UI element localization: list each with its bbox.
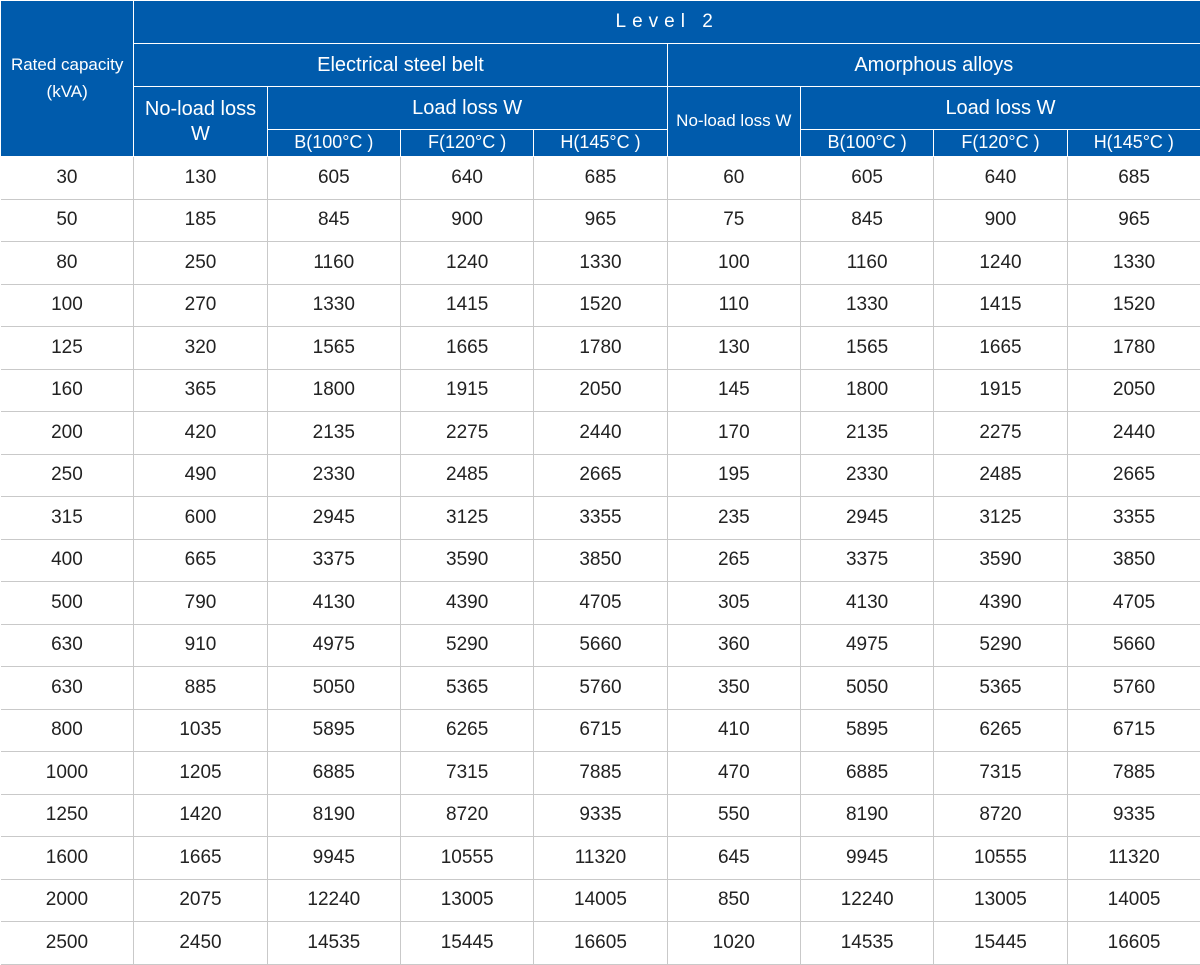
load-loss-b-steel-cell: 12240 xyxy=(267,879,400,922)
load-loss-b-amorphous-cell: 5050 xyxy=(800,667,933,710)
load-loss-h-steel-cell: 2050 xyxy=(534,369,667,412)
load-loss-h-steel-cell: 1520 xyxy=(534,284,667,327)
rated-capacity-cell: 1250 xyxy=(1,794,134,837)
load-loss-h-amorphous-cell: 965 xyxy=(1067,199,1200,242)
no-load-loss-amorphous-cell: 60 xyxy=(667,157,800,200)
no-load-loss-amorphous-cell: 130 xyxy=(667,327,800,370)
load-loss-f-amorphous-cell: 6265 xyxy=(934,709,1067,752)
no-load-loss-amorphous-cell: 850 xyxy=(667,879,800,922)
load-loss-b-amorphous-cell: 4975 xyxy=(800,624,933,667)
load-loss-h-amorphous-cell: 1780 xyxy=(1067,327,1200,370)
table-row xyxy=(1,454,1200,497)
no-load-loss-steel-cell: 790 xyxy=(134,582,267,625)
load-loss-f-steel-cell: 3125 xyxy=(400,497,533,540)
load-loss-h-amorphous-cell: 16605 xyxy=(1067,922,1200,965)
no-load-loss-steel-cell: 1665 xyxy=(134,837,267,880)
rated-capacity-cell: 250 xyxy=(1,454,134,497)
load-loss-f-steel-cell: 10555 xyxy=(400,837,533,880)
rated-capacity-cell: 30 xyxy=(1,157,134,200)
load-loss-h-steel-cell: 685 xyxy=(534,157,667,200)
load-loss-f-steel-cell: 5365 xyxy=(400,667,533,710)
no-load-loss-amorphous-cell: 360 xyxy=(667,624,800,667)
no-load-loss-amorphous-cell: 145 xyxy=(667,369,800,412)
no-load-loss-steel-cell: 2075 xyxy=(134,879,267,922)
load-loss-h-steel-cell: 11320 xyxy=(534,837,667,880)
load-loss-f-amorphous-cell: 1915 xyxy=(934,369,1067,412)
rated-capacity-cell: 800 xyxy=(1,709,134,752)
load-loss-h-steel-cell: 9335 xyxy=(534,794,667,837)
table-row xyxy=(1,539,1200,582)
header-amorphous: Amorphous alloys xyxy=(667,44,1200,87)
no-load-loss-steel-cell: 490 xyxy=(134,454,267,497)
load-loss-h-steel-cell: 5760 xyxy=(534,667,667,710)
load-loss-h-steel-cell: 7885 xyxy=(534,752,667,795)
load-loss-f-steel-cell: 1665 xyxy=(400,327,533,370)
rated-capacity-cell: 1600 xyxy=(1,837,134,880)
table-body xyxy=(1,157,1200,965)
load-loss-b-steel-cell: 1565 xyxy=(267,327,400,370)
no-load-loss-steel-cell: 910 xyxy=(134,624,267,667)
no-load-loss-amorphous-cell: 305 xyxy=(667,582,800,625)
no-load-loss-steel-cell: 270 xyxy=(134,284,267,327)
load-loss-b-amorphous-cell: 605 xyxy=(800,157,933,200)
load-loss-b-steel-cell: 9945 xyxy=(267,837,400,880)
load-loss-h-steel-cell: 1330 xyxy=(534,242,667,285)
header-temp-h-steel: H(145°C ) xyxy=(534,130,667,157)
load-loss-h-amorphous-cell: 4705 xyxy=(1067,582,1200,625)
header-temp-h-amorphous: H(145°C ) xyxy=(1067,130,1200,157)
table-row xyxy=(1,242,1200,285)
load-loss-b-amorphous-cell: 5895 xyxy=(800,709,933,752)
load-loss-h-amorphous-cell: 1520 xyxy=(1067,284,1200,327)
rated-capacity-cell: 315 xyxy=(1,497,134,540)
load-loss-h-amorphous-cell: 685 xyxy=(1067,157,1200,200)
load-loss-b-amorphous-cell: 9945 xyxy=(800,837,933,880)
load-loss-f-steel-cell: 5290 xyxy=(400,624,533,667)
header-temp-f-steel: F(120°C ) xyxy=(400,130,533,157)
load-loss-h-steel-cell: 5660 xyxy=(534,624,667,667)
load-loss-f-amorphous-cell: 13005 xyxy=(934,879,1067,922)
load-loss-b-steel-cell: 1330 xyxy=(267,284,400,327)
load-loss-f-steel-cell: 13005 xyxy=(400,879,533,922)
header-load-loss-amorphous: Load loss W xyxy=(800,87,1200,130)
table-row xyxy=(1,497,1200,540)
load-loss-f-amorphous-cell: 10555 xyxy=(934,837,1067,880)
load-loss-f-amorphous-cell: 5365 xyxy=(934,667,1067,710)
load-loss-f-amorphous-cell: 1240 xyxy=(934,242,1067,285)
load-loss-b-amorphous-cell: 1800 xyxy=(800,369,933,412)
header-temp-b-amorphous: B(100°C ) xyxy=(800,130,933,157)
load-loss-f-steel-cell: 2275 xyxy=(400,412,533,455)
no-load-loss-steel-cell: 365 xyxy=(134,369,267,412)
table-row xyxy=(1,794,1200,837)
table-row xyxy=(1,667,1200,710)
load-loss-b-steel-cell: 1800 xyxy=(267,369,400,412)
rated-capacity-cell: 125 xyxy=(1,327,134,370)
load-loss-h-amorphous-cell: 3850 xyxy=(1067,539,1200,582)
no-load-loss-steel-cell: 1035 xyxy=(134,709,267,752)
load-loss-b-steel-cell: 4975 xyxy=(267,624,400,667)
header-level: Level 2 xyxy=(134,1,1200,44)
load-loss-f-steel-cell: 6265 xyxy=(400,709,533,752)
table-row xyxy=(1,752,1200,795)
load-loss-f-amorphous-cell: 1415 xyxy=(934,284,1067,327)
no-load-loss-steel-cell: 130 xyxy=(134,157,267,200)
load-loss-b-steel-cell: 14535 xyxy=(267,922,400,965)
load-loss-b-amorphous-cell: 12240 xyxy=(800,879,933,922)
load-loss-h-amorphous-cell: 1330 xyxy=(1067,242,1200,285)
no-load-loss-amorphous-cell: 470 xyxy=(667,752,800,795)
header-temp-f-amorphous: F(120°C ) xyxy=(934,130,1067,157)
rated-capacity-cell: 100 xyxy=(1,284,134,327)
load-loss-f-amorphous-cell: 2485 xyxy=(934,454,1067,497)
load-loss-b-steel-cell: 605 xyxy=(267,157,400,200)
rated-capacity-cell: 160 xyxy=(1,369,134,412)
load-loss-b-steel-cell: 4130 xyxy=(267,582,400,625)
no-load-loss-amorphous-cell: 170 xyxy=(667,412,800,455)
rated-capacity-cell: 400 xyxy=(1,539,134,582)
rated-capacity-cell: 500 xyxy=(1,582,134,625)
load-loss-b-steel-cell: 2135 xyxy=(267,412,400,455)
no-load-loss-amorphous-cell: 110 xyxy=(667,284,800,327)
table-row xyxy=(1,837,1200,880)
load-loss-b-steel-cell: 5895 xyxy=(267,709,400,752)
load-loss-f-steel-cell: 8720 xyxy=(400,794,533,837)
no-load-loss-amorphous-cell: 100 xyxy=(667,242,800,285)
load-loss-b-amorphous-cell: 845 xyxy=(800,199,933,242)
table-row xyxy=(1,582,1200,625)
table-row xyxy=(1,369,1200,412)
no-load-loss-steel-cell: 2450 xyxy=(134,922,267,965)
load-loss-h-amorphous-cell: 6715 xyxy=(1067,709,1200,752)
header-rated-capacity: Rated capacity (kVA) xyxy=(1,1,134,157)
load-loss-b-amorphous-cell: 2945 xyxy=(800,497,933,540)
load-loss-f-amorphous-cell: 8720 xyxy=(934,794,1067,837)
load-loss-b-amorphous-cell: 8190 xyxy=(800,794,933,837)
rated-capacity-cell: 630 xyxy=(1,624,134,667)
no-load-loss-steel-cell: 1205 xyxy=(134,752,267,795)
no-load-loss-amorphous-cell: 1020 xyxy=(667,922,800,965)
rated-capacity-cell: 2000 xyxy=(1,879,134,922)
rated-capacity-cell: 50 xyxy=(1,199,134,242)
rated-capacity-cell: 2500 xyxy=(1,922,134,965)
load-loss-b-steel-cell: 3375 xyxy=(267,539,400,582)
load-loss-b-steel-cell: 845 xyxy=(267,199,400,242)
no-load-loss-steel-cell: 665 xyxy=(134,539,267,582)
load-loss-f-steel-cell: 900 xyxy=(400,199,533,242)
table-row xyxy=(1,199,1200,242)
table-header xyxy=(1,1,1200,157)
load-loss-h-steel-cell: 3850 xyxy=(534,539,667,582)
header-electrical-steel: Electrical steel belt xyxy=(134,44,667,87)
load-loss-b-steel-cell: 5050 xyxy=(267,667,400,710)
table-row xyxy=(1,327,1200,370)
load-loss-h-amorphous-cell: 5760 xyxy=(1067,667,1200,710)
load-loss-h-amorphous-cell: 2440 xyxy=(1067,412,1200,455)
table-row xyxy=(1,284,1200,327)
header-no-load-loss-steel: No-load loss W xyxy=(134,87,267,157)
load-loss-f-amorphous-cell: 640 xyxy=(934,157,1067,200)
no-load-loss-amorphous-cell: 550 xyxy=(667,794,800,837)
load-loss-f-steel-cell: 640 xyxy=(400,157,533,200)
no-load-loss-steel-cell: 1420 xyxy=(134,794,267,837)
load-loss-b-steel-cell: 1160 xyxy=(267,242,400,285)
load-loss-f-amorphous-cell: 15445 xyxy=(934,922,1067,965)
load-loss-f-amorphous-cell: 2275 xyxy=(934,412,1067,455)
load-loss-h-steel-cell: 2440 xyxy=(534,412,667,455)
load-loss-h-amorphous-cell: 7885 xyxy=(1067,752,1200,795)
load-loss-b-steel-cell: 2945 xyxy=(267,497,400,540)
load-loss-f-steel-cell: 3590 xyxy=(400,539,533,582)
no-load-loss-amorphous-cell: 195 xyxy=(667,454,800,497)
table-row xyxy=(1,709,1200,752)
table-row xyxy=(1,157,1200,200)
load-loss-b-amorphous-cell: 4130 xyxy=(800,582,933,625)
load-loss-h-steel-cell: 3355 xyxy=(534,497,667,540)
no-load-loss-amorphous-cell: 265 xyxy=(667,539,800,582)
no-load-loss-steel-cell: 250 xyxy=(134,242,267,285)
load-loss-h-amorphous-cell: 2050 xyxy=(1067,369,1200,412)
table-row xyxy=(1,412,1200,455)
load-loss-b-steel-cell: 6885 xyxy=(267,752,400,795)
load-loss-h-steel-cell: 4705 xyxy=(534,582,667,625)
no-load-loss-steel-cell: 600 xyxy=(134,497,267,540)
load-loss-f-steel-cell: 7315 xyxy=(400,752,533,795)
table-row xyxy=(1,879,1200,922)
load-loss-h-steel-cell: 965 xyxy=(534,199,667,242)
load-loss-f-steel-cell: 1915 xyxy=(400,369,533,412)
load-loss-f-amorphous-cell: 5290 xyxy=(934,624,1067,667)
load-loss-h-steel-cell: 6715 xyxy=(534,709,667,752)
load-loss-b-amorphous-cell: 6885 xyxy=(800,752,933,795)
load-loss-f-steel-cell: 4390 xyxy=(400,582,533,625)
load-loss-h-amorphous-cell: 5660 xyxy=(1067,624,1200,667)
load-loss-h-amorphous-cell: 3355 xyxy=(1067,497,1200,540)
load-loss-h-amorphous-cell: 9335 xyxy=(1067,794,1200,837)
no-load-loss-amorphous-cell: 410 xyxy=(667,709,800,752)
table-row xyxy=(1,922,1200,965)
load-loss-f-amorphous-cell: 7315 xyxy=(934,752,1067,795)
no-load-loss-amorphous-cell: 75 xyxy=(667,199,800,242)
load-loss-h-steel-cell: 2665 xyxy=(534,454,667,497)
load-loss-b-amorphous-cell: 1565 xyxy=(800,327,933,370)
load-loss-f-steel-cell: 1415 xyxy=(400,284,533,327)
header-load-loss-steel: Load loss W xyxy=(267,87,667,130)
no-load-loss-amorphous-cell: 235 xyxy=(667,497,800,540)
load-loss-f-steel-cell: 2485 xyxy=(400,454,533,497)
load-loss-b-amorphous-cell: 2330 xyxy=(800,454,933,497)
header-temp-b-steel: B(100°C ) xyxy=(267,130,400,157)
load-loss-h-steel-cell: 16605 xyxy=(534,922,667,965)
load-loss-b-amorphous-cell: 2135 xyxy=(800,412,933,455)
load-loss-b-steel-cell: 2330 xyxy=(267,454,400,497)
load-loss-b-amorphous-cell: 3375 xyxy=(800,539,933,582)
load-loss-b-amorphous-cell: 1160 xyxy=(800,242,933,285)
load-loss-b-amorphous-cell: 1330 xyxy=(800,284,933,327)
no-load-loss-steel-cell: 320 xyxy=(134,327,267,370)
header-no-load-loss-amorphous: No-load loss W xyxy=(667,87,800,157)
load-loss-f-steel-cell: 15445 xyxy=(400,922,533,965)
load-loss-h-steel-cell: 1780 xyxy=(534,327,667,370)
no-load-loss-steel-cell: 185 xyxy=(134,199,267,242)
load-loss-h-steel-cell: 14005 xyxy=(534,879,667,922)
no-load-loss-amorphous-cell: 645 xyxy=(667,837,800,880)
load-loss-b-steel-cell: 8190 xyxy=(267,794,400,837)
table-row xyxy=(1,624,1200,667)
load-loss-f-amorphous-cell: 900 xyxy=(934,199,1067,242)
rated-capacity-cell: 80 xyxy=(1,242,134,285)
load-loss-f-amorphous-cell: 3590 xyxy=(934,539,1067,582)
load-loss-h-amorphous-cell: 14005 xyxy=(1067,879,1200,922)
load-loss-h-amorphous-cell: 11320 xyxy=(1067,837,1200,880)
no-load-loss-steel-cell: 420 xyxy=(134,412,267,455)
rated-capacity-cell: 200 xyxy=(1,412,134,455)
load-loss-b-amorphous-cell: 14535 xyxy=(800,922,933,965)
rated-capacity-cell: 630 xyxy=(1,667,134,710)
load-loss-f-steel-cell: 1240 xyxy=(400,242,533,285)
no-load-loss-steel-cell: 885 xyxy=(134,667,267,710)
load-loss-h-amorphous-cell: 2665 xyxy=(1067,454,1200,497)
rated-capacity-cell: 1000 xyxy=(1,752,134,795)
load-loss-f-amorphous-cell: 4390 xyxy=(934,582,1067,625)
no-load-loss-amorphous-cell: 350 xyxy=(667,667,800,710)
load-loss-f-amorphous-cell: 1665 xyxy=(934,327,1067,370)
load-loss-f-amorphous-cell: 3125 xyxy=(934,497,1067,540)
